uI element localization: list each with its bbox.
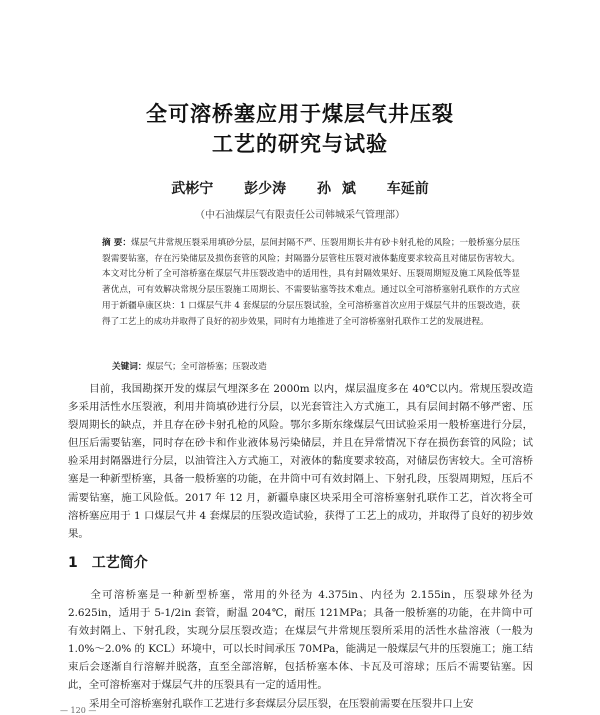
section-number: 1 <box>68 555 78 571</box>
section-paragraph <box>68 586 533 695</box>
section-paragraph-text: 采用全可溶桥塞射孔联作工艺进行多套煤层分层压裂，在压裂前需要在压裂井口上安 <box>89 697 474 710</box>
author-list <box>0 178 600 198</box>
keywords-label: 关键词： <box>112 362 147 372</box>
author-name: 车延前 <box>386 181 429 197</box>
author-name: 彭少涛 <box>244 181 287 197</box>
page-number: — 120 — <box>60 706 97 715</box>
paper-title-line-2: 工艺的研究与试验 <box>212 132 388 156</box>
abstract-label: 摘 要： <box>102 238 131 248</box>
keywords-text: 煤层气；全可溶桥塞；压裂改造 <box>146 362 267 372</box>
author-name: 武彬宁 <box>171 181 214 197</box>
section-body <box>68 586 533 713</box>
section-paragraph <box>68 695 533 713</box>
abstract-text: 煤层气井常规压裂采用填砂分层，层间封隔不严、压裂用期长井有砂卡射孔枪的风险；一般桥塞分层压裂需要钻塞，存在污染储层及损伤套管的风险；封隔器分层管柱压裂对液体黏度要求较高且对储层伤害较大。本文对比分析了全可溶桥塞在煤层气井压裂改造中的适用性，具有封隔效果好、压裂周期短及施工风险低等显著优点，可有效解决常规分层压裂施工周期长、不需要钻塞等技术难点。通过以全可溶桥塞射孔联作的方式应用于新疆阜康区块：1 口煤层气井 4 套煤层的分层压裂试验，全可溶桥塞首次应用于煤层气井的压裂改造，获得了工艺上的成功并取得了良好的初步效果，同时有力地推进了全可溶桥塞射孔联作工艺的发展进程。 <box>102 238 520 327</box>
author-name: 孙 斌 <box>317 181 356 197</box>
abstract <box>102 236 520 330</box>
section-title: 工艺简介 <box>91 555 148 571</box>
intro-paragraph <box>68 380 533 543</box>
section-paragraph-text: 全可溶桥塞是一种新型桥塞，常用的外径为 4.375in、内径为 2.155in，压裂球外径为 2.625in，适用于 5-1/2in 套管，耐温 204℃，耐压 121MPa；具备一般桥塞的功能，在井筒中可有效封隔上、下射孔段，实现分层压裂改造；在煤层气井常规压裂所采用的活性水盐溶液（一般为 1.0%～2.0% 的 KCL）环境中，可以长时间承压 70MPa，能满足一般煤层气井的压裂施工；施工结束后会逐渐自行溶解并脱落，直至全部溶解，包括桥塞本体、卡瓦及可溶球；压后不需要钻塞。因此，全可溶桥塞对于煤层气井的压裂具有一定的适用性。 <box>68 589 533 692</box>
section-heading <box>68 552 148 572</box>
keywords <box>112 360 512 372</box>
intro-text: 目前，我国勘探开发的煤层气埋深多在 2000m 以内，煤层温度多在 40℃以内。常规压裂改造多采用活性水压裂液，利用井筒填砂进行分层，以光套管注入方式施工，具有层间封隔不够严密、压裂周期长的缺点，并且存在砂卡射孔枪的风险。鄂尔多斯东缘煤层气田试验采用一般桥塞进行分层，但压后需要钻塞，同时存在砂卡和作业液体易污染储层，并且在异常情况下存在损伤套管的风险；试验采用封隔器进行分层，以油管注入方式施工，对液体的黏度要求较高，对储层伤害较大。全可溶桥塞是一种新型桥塞，具备一般桥塞的功能，在井筒中可有效封隔上、下射孔段，压裂周期短，压后不需要钻塞，施工风险低。2017 年 12 月，新疆阜康区块采用全可溶桥塞射孔联作工艺，首次将全可溶桥塞应用于 1 口煤层气井 4 套煤层的压裂改造试验，获得了工艺上的成功，并取得了良好的初步效果。 <box>68 383 533 540</box>
affiliation: （中石油煤层气有限责任公司韩城采气管理部） <box>195 210 405 221</box>
paper-title-line-1: 全可溶桥塞应用于煤层气井压裂 <box>146 102 454 126</box>
